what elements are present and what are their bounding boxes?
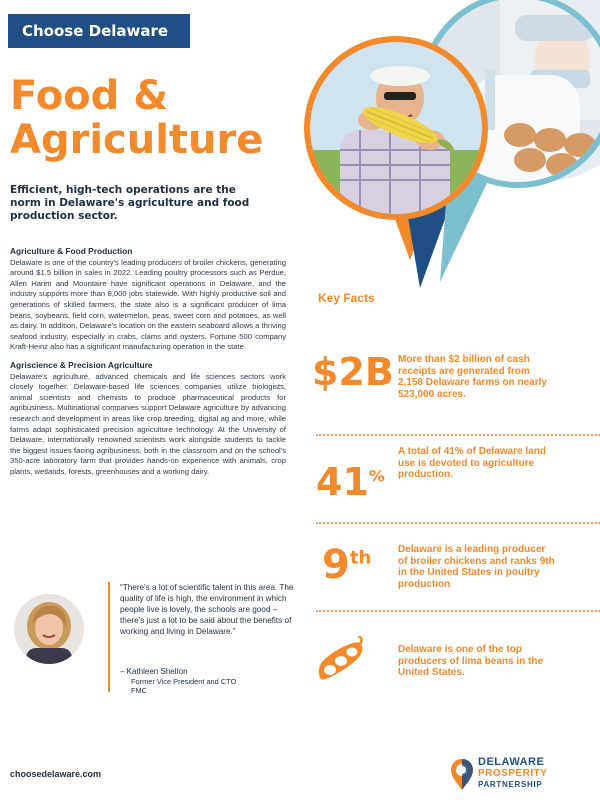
dotted-divider-1 xyxy=(316,434,600,436)
quote-attribution-name: – Kathleen Shelton xyxy=(120,667,188,676)
key-fact-1 xyxy=(312,344,600,414)
banner-label: Choose Delaware xyxy=(22,22,169,40)
key-fact-1-number: $2B xyxy=(312,350,394,394)
key-fact-3-number: 9 xyxy=(322,542,350,588)
key-fact-2-figure xyxy=(316,460,385,504)
dotted-divider-2 xyxy=(316,522,600,524)
section-heading-agriculture: Agriculture & Food Production xyxy=(10,246,133,256)
key-fact-3-figure xyxy=(322,542,371,588)
testimonial xyxy=(0,578,300,698)
key-fact-3 xyxy=(312,540,600,610)
key-fact-2-suffix: % xyxy=(368,466,385,486)
section-heading-agriscience: Agriscience & Precision Agriculture xyxy=(10,359,153,370)
footer-url[interactable]: choosedelaware.com xyxy=(10,769,102,779)
dpp-logo-line-2: PROSPERITY xyxy=(478,768,548,779)
hero-collage-graphic xyxy=(300,0,600,290)
key-fact-1-figure xyxy=(312,350,394,394)
dpp-pin-icon xyxy=(449,757,475,791)
section-text-agriscience: Delaware's agriculture, advanced chemicals and life sciences sectors work closely together. Delaware-based life sciences companies utilize biologists, animal scientists and chemists to produce pharmaceutical products for agribusiness. Multinational companies support Delaware agriculture by advancing research and development in areas like crop breeding, digital ag and more, while farms adapt sophisticated precision agriculture technology. At the University of Delaware, internationally renowned scientists work alongside students to tackle the biggest issues facing agribusiness, both in the classroom and on the school's 350-acre laboratory farm that provides hands-on experience with animals, crop plants, wetlands, forests, greenhouses and a working dairy. xyxy=(10,371,286,476)
key-fact-2 xyxy=(312,446,600,516)
key-fact-3-text: Delaware is a leading producer of broiler chickens and ranks 9th in the United States in poultry production xyxy=(398,544,555,590)
quote-accent-rule xyxy=(108,582,110,692)
key-facts-title: Key Facts xyxy=(318,291,375,305)
page-title xyxy=(10,74,290,162)
dotted-divider-3 xyxy=(316,610,600,612)
key-fact-1-text: More than $2 billion of cash receipts are generated from 2,158 Delaware farms on nearly 523,000 acres. xyxy=(398,354,547,400)
section-text-agriculture: Delaware is one of the country's leading producers of broiler chickens, generating around $1.5 billion in sales in 2022. Leading poultry processors such as Perdue, Allen Harim and Mountaire have significant operations in Delaware, and the industry supports more than 8,000 jobs statewide. With highly productive soil and generations of skilled farmers, the state also is a significant producer of lima beans, soybeans, field corn, watermelon, peas, sweet corn and potatoes, as well as dairy. In addition, Delaware's location on the eastern seaboard allows a thriving seafood industry, especially in crabs, clams and oysters. Fortune 500 company Kraft-Heinz also has a significant manufacturing operation in the state. xyxy=(10,257,286,352)
dpp-logo-line-1: DELAWARE xyxy=(478,756,545,768)
key-fact-4 xyxy=(312,636,600,696)
quote-attribution-role xyxy=(131,677,236,696)
hero-photo-collage xyxy=(300,0,600,290)
kathleen-shelton-photo xyxy=(14,594,84,664)
title-line-1: Food & xyxy=(10,73,169,119)
dpp-logo-line-3: PARTNERSHIP xyxy=(478,780,543,789)
choose-delaware-banner xyxy=(8,14,190,48)
title-line-2: Agriculture xyxy=(10,117,264,163)
delaware-prosperity-partnership-logo xyxy=(449,756,597,792)
quote-role-line-1: Former Vice President and CTO xyxy=(131,677,237,686)
key-fact-2-number: 41 xyxy=(316,460,369,504)
body-column xyxy=(10,246,286,484)
quote-text: “There's a lot of scientific talent in this area. The quality of life is high, the environment in which people live is lovely, the schools are good – there's just a lot to be said about the benefits of working and living in Delaware.” xyxy=(120,583,294,636)
quote-role-line-2: FMC xyxy=(131,686,148,696)
key-fact-2-text: A total of 41% of Delaware land use is devoted to agriculture production. xyxy=(398,446,546,480)
lima-bean-pod-graphic xyxy=(314,636,366,684)
lima-bean-pod-icon xyxy=(314,636,366,688)
lead-paragraph: Efficient, high-tech operations are the norm in Delaware's agriculture and food production sector. xyxy=(10,184,250,222)
key-fact-3-suffix: th xyxy=(349,547,372,569)
headshot-graphic xyxy=(14,594,84,664)
key-fact-4-text: Delaware is one of the top producers of lima beans in the United States. xyxy=(398,644,544,678)
